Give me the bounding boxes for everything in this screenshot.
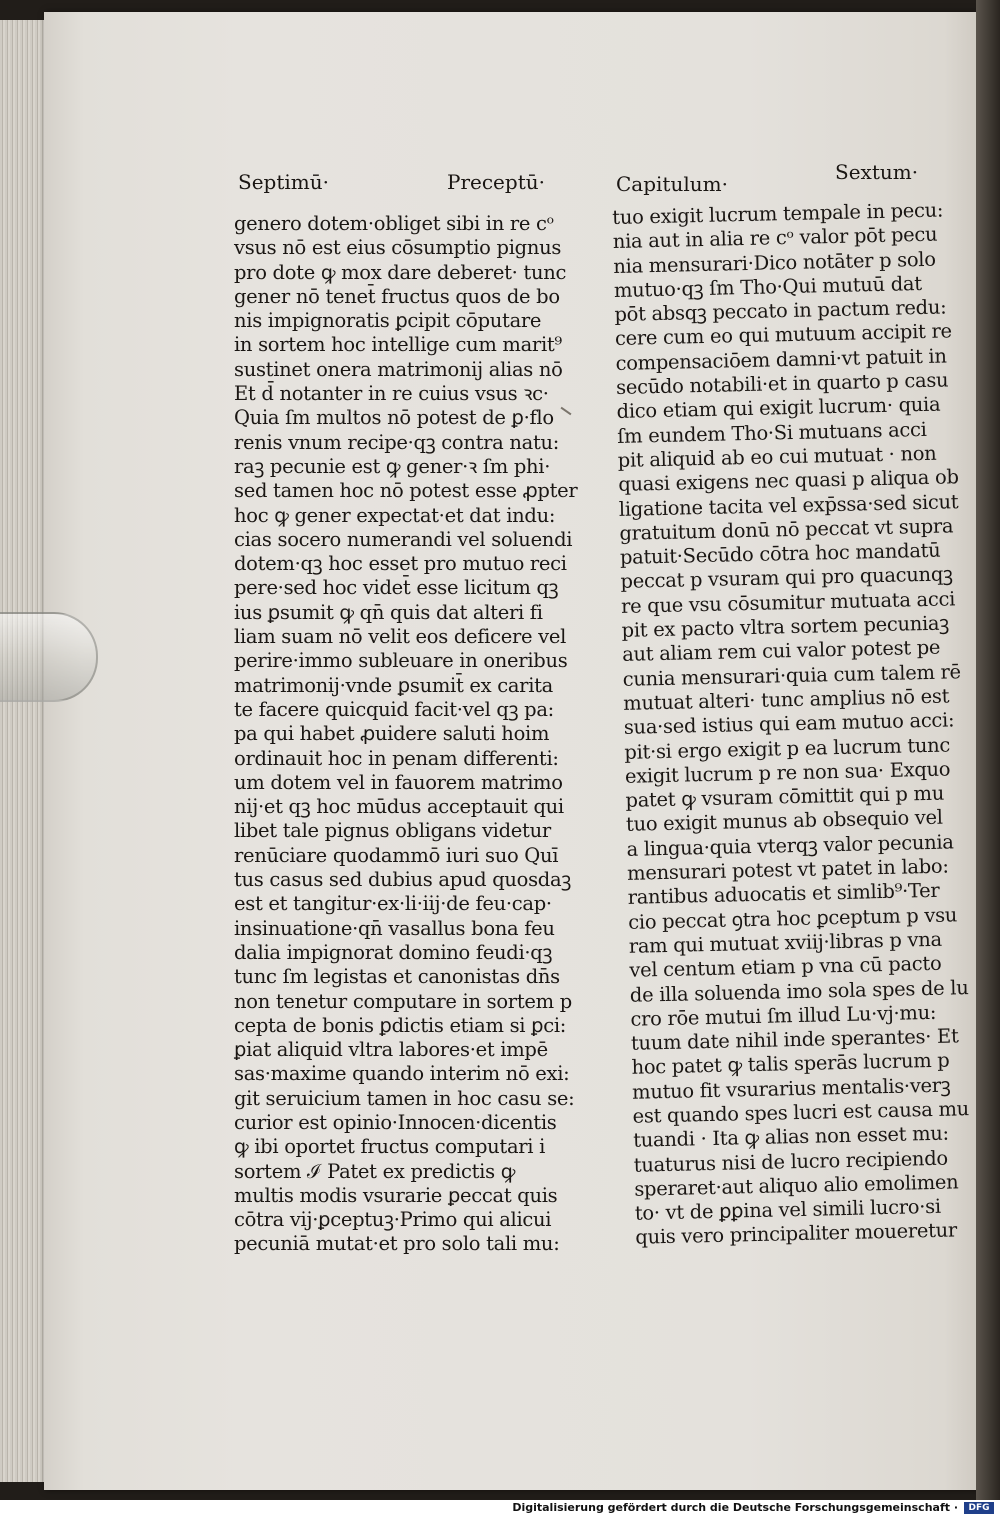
text-line: git seruicium tamen in hoc casu se: [234,1086,575,1110]
text-line: ꝑiat aliquid vltra labores·et impē [234,1038,548,1062]
text-line: tuandi · Ita ꝙ alias non esset mu: [632,1121,950,1153]
text-line: vsus nō est eius cōsumptio pignus [234,236,562,260]
text-line: tuo exigit lucrum tempale in pecu: [612,198,944,229]
text-line: renis vnum recipe·qꝫ contra natu: [234,430,560,454]
text-line: rantibus aduocatis et simlib⁹·Ter [627,879,940,910]
text-line: speraret·aut aliquo alio emolimen [634,1170,959,1201]
text-line: sustinet onera matrimonij alias nō [234,357,563,381]
text-line: nij·et qꝫ hoc mūdus acceptauit qui [234,795,564,819]
text-line: cōtra vij·ꝑceptuꝫ·Primo qui alicui [234,1208,552,1232]
text-line: hoc patet ꝙ talis sperās lucrum p [631,1048,950,1080]
text-line: curior est opinio·Innocen·dicentis [234,1110,557,1134]
text-line: Quia ſm multos nō potest de ꝑ·flo [234,406,554,430]
text-line: re que vsu cōsumitur mutuata acci [620,587,956,618]
book-spine-shadow [976,0,1000,1500]
text-line: Et d̄ notanter in re cuius vsus ꝛc· [234,382,549,406]
text-line: tus casus sed dubius apud quosdaꝫ [234,868,571,892]
text-line: gratuitum donū nō peccat vt supra [619,514,954,545]
text-line: sed tamen hoc nō potest esse ꝓpter [234,479,578,503]
text-line: te facere quicquid facit·vel qꝫ pa: [234,697,554,721]
text-line: nia aut in alia re cᵒ valor pōt pecu [612,222,938,254]
text-line: libet tale pignus obligans videtur [234,819,551,843]
funding-credit: Digitalisierung gefördert durch die Deutsche Forschungsgemeinschaft · [512,1501,958,1514]
text-line: in sortem hoc intellige cum marit⁹ [234,333,562,357]
dfg-logo: DFG [964,1502,994,1514]
text-line: non tenetur computare in sortem p [234,989,572,1013]
text-line: pro dote ꝙ mox dare deberet· tunc [234,260,567,284]
text-line: exigit lucrum p re non sua· Exquo [624,757,951,788]
text-line: to· vt de ꝑꝑina vel simili lucro·si [634,1194,942,1225]
text-line: ram qui mutuat xviij·libras p vna [628,927,943,958]
text-line: matrimonij·vnde ꝑsumit̄ ex carita [234,673,553,697]
text-line: secūdo notabili·et in quarto p casu [615,368,949,400]
text-line: quasi exigens nec quasi p aliqua ob [618,465,959,497]
text-line: dotem·qꝫ hoc esset pro mutuo reci [234,552,567,576]
text-line: peccat p vsuram qui pro quacunqꝫ [620,562,953,594]
text-line: sua·sed istius qui eam mutuo acci: [623,708,955,740]
text-line: pecuniā mutat·et pro solo tali mu: [234,1232,560,1256]
text-line: cio peccat ꝯtra hoc ꝑceptum p vsu [627,902,958,934]
text-line: raꝫ pecunie est ꝙ gener·ꝛ ſm phi· [234,454,551,478]
text-line: mutuo fit vsurarius mentalis·verꝫ [631,1073,951,1104]
text-line: est et tangitur·ex·li·iij·de feu·cap· [234,892,552,916]
text-line: tunc ſm legistas et canonistas dn̄s [234,965,560,989]
text-line: compensaciōem damni·vt patuit in [615,344,947,375]
text-column-left [234,212,578,1257]
text-line: pit aliquid ab eo cui mutuat · non [617,441,937,472]
text-line: patet ꝙ vsuram cōmittit qui p mu [625,781,945,812]
text-line: renūciare quodammō iuri suo Quī [234,843,559,867]
running-head-left-2: Preceptū· [447,170,545,194]
text-line: est quando spes lucri est causa mu [632,1097,970,1128]
text-line: quis vero principaliter moueretur [635,1218,958,1250]
text-line: pa qui habet ꝓuidere saluti hoim [234,722,550,746]
text-line: ſm eundem Tho·Si mutuans acci [616,417,927,448]
text-line: aut aliam rem cui valor potest pe [621,636,941,667]
text-line: tuum date nihil inde sperantes· Et [630,1024,959,1055]
text-line: a lingua·quia vterqꝫ valor pecunia [626,830,954,861]
text-line: dalia impignorat domino feudi·qꝫ [234,940,553,964]
text-line: insinuatione·qn̄ vasallus bona feu [234,916,555,940]
text-line: pit·si ergo exigit p ea lucrum tunc [624,733,951,764]
text-line: cepta de bonis ꝑdictis etiam si ꝑci: [234,1013,567,1037]
text-line: hoc ꝙ gener expectat·et dat indu: [234,503,556,527]
text-line: cunia mensurari·quia cum talem rē [622,659,962,691]
text-line: tuo exigit munus ab obsequio vel [625,806,943,837]
text-line: ligatione tacita vel exp̄ssa·sed sicut [618,489,959,521]
text-line: patuit·Secūdo cōtra hoc mandatū [619,538,941,570]
text-line: mensurari potest vt patet in labo: [626,854,949,885]
text-line: cere cum eo qui mutuum accipit re [614,319,952,351]
text-line: cro rōe mutui ſm illud Lu·vj·mu: [630,1000,937,1031]
text-line: pit ex pacto vltra sortem pecuniaꝫ [621,611,950,642]
running-head-left-1: Septimū· [238,170,329,194]
text-line: perire·immo subleuare in oneribus [234,649,568,673]
text-line: pōt absqꝫ peccato in pactum redu: [614,295,947,327]
text-line: um dotem vel in fauorem matrimo [234,770,563,794]
text-line: sas·maxime quando interim nō exi: [234,1062,570,1086]
text-line: dico etiam qui exigit lucrum· quia [616,392,941,424]
text-line: genero dotem·obliget sibi in re cᵒ [234,212,554,235]
text-line: multis modis vsurarie ꝑeccat quis [234,1183,558,1207]
text-line: gener nō tenet̄ fructus quos de bo [234,284,560,308]
text-line: mutuo·qꝫ ſm Tho·Qui mutuū dat [613,271,922,302]
page-clip [0,612,98,702]
text-line: ius ꝑsumit ꝙ qn̄ quis dat alteri fi [234,600,543,624]
text-line: cias socero numerandi vel soluendi [234,527,573,551]
text-line: ordinauit hoc in penam differenti: [234,746,559,770]
text-line: nis impignoratis ꝑcipit cōputare [234,309,542,333]
text-line: mutuat alteri· tunc amplius nō est [623,684,950,715]
text-line: de illa soluenda imo sola spes de lu [629,975,969,1007]
text-line: vel centum etiam p vna cū pacto [629,951,942,983]
text-line: tuaturus nisi de lucro recipiendo [633,1146,949,1177]
text-line: sortem ℐ Patet ex predictis ꝙ [234,1159,516,1183]
running-head-right-2: Sextum· [835,160,919,184]
text-column-right [612,198,970,1250]
running-head-right-1: Capitulum· [616,172,728,196]
text-line: ꝙ ibi oportet fructus computari i [234,1135,546,1159]
text-line: pere·sed hoc videt̄ esse licitum qꝫ [234,576,559,600]
text-line: nia mensurari·Dico notāter p solo [613,247,936,278]
text-line: liam suam nō velit eos deficere vel [234,625,567,649]
